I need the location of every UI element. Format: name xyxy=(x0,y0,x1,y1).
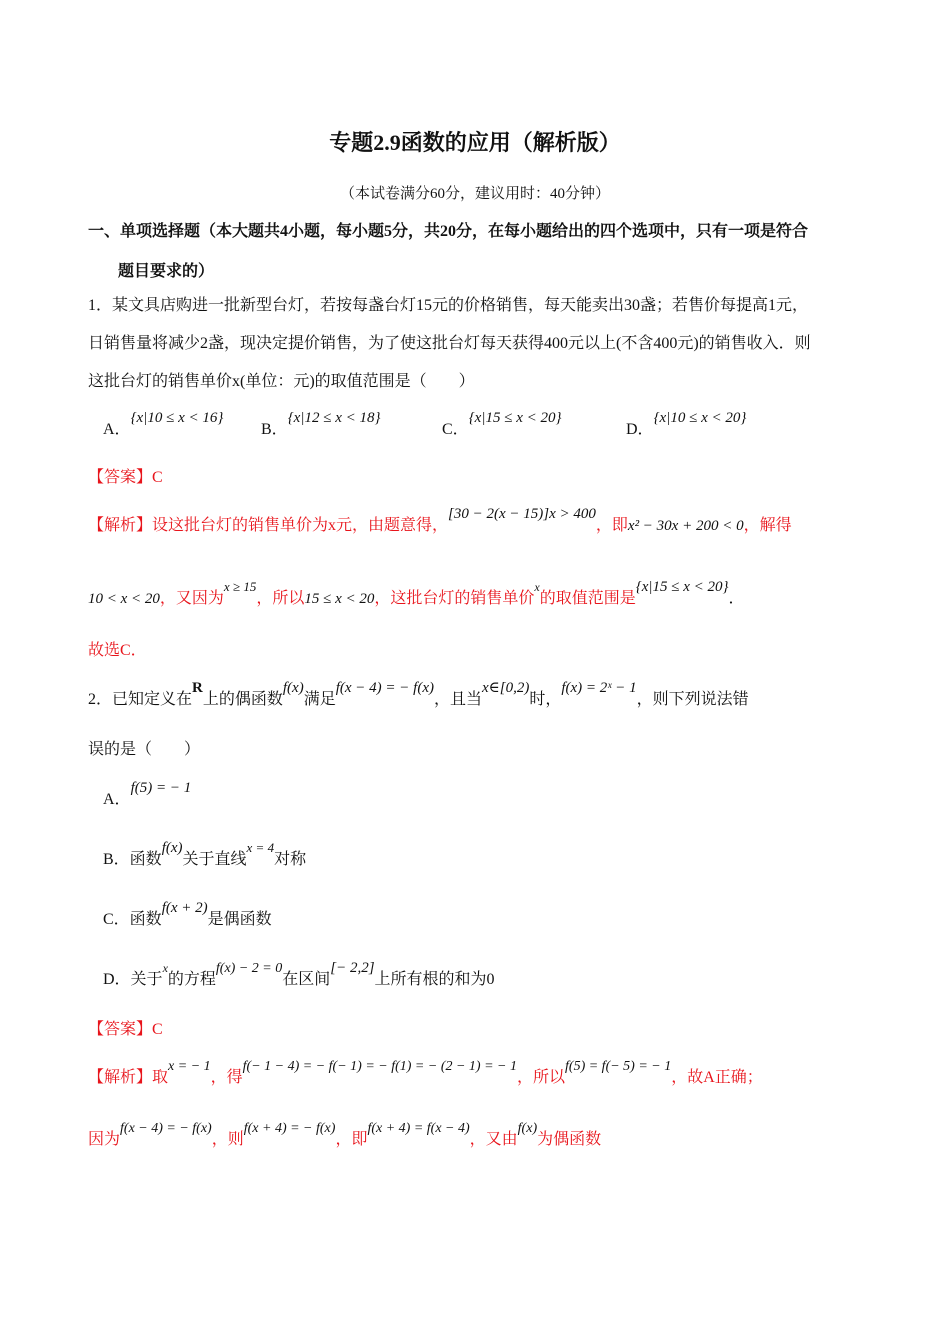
q1-stem-line2: 日销售量将减少2盏，现决定提价销售，为了使这批台灯每天获得400元以上(不含400元)的销售收入．则 xyxy=(88,335,811,352)
q1-analysis-line1 xyxy=(88,506,792,535)
stem-text: 上的偶函数 xyxy=(202,691,283,708)
analysis-text: ，则 xyxy=(211,1131,244,1148)
option-expr: x = 4 xyxy=(246,840,275,855)
math-fx: f(x) xyxy=(517,1121,538,1136)
q1-stem-line3: 这批台灯的销售单价x(单位：元)的取值范围是（ ） xyxy=(88,373,475,390)
stem-text: 2．已知定义在 xyxy=(88,691,193,708)
analysis-text: 为偶函数 xyxy=(537,1131,602,1148)
reals-symbol: R xyxy=(192,680,203,696)
analysis-text: ，故A正确； xyxy=(671,1069,763,1086)
option-expr: f(x) − 2 = 0 xyxy=(215,961,283,976)
math-result: f(5) = f(− 5) = − 1 xyxy=(565,1059,672,1074)
math-set: {x|15 ≤ x < 20} xyxy=(635,579,729,595)
math-range: 10 < x < 20 xyxy=(88,591,160,607)
math-computation: f(− 1 − 4) = − f(− 1) = − f(1) = − (2 − 1) = − 1 xyxy=(242,1059,517,1074)
stem-text: ，且当 xyxy=(433,691,482,708)
math-quadratic: x² − 30x + 200 < 0 xyxy=(627,518,744,534)
analysis-tag: 【解析】 xyxy=(88,1069,153,1086)
analysis-text: 设这批台灯的销售单价为x元，由题意得， xyxy=(152,517,449,534)
stem-text: 满足 xyxy=(303,691,336,708)
option-label: A． xyxy=(103,421,131,438)
option-expr: f(5) = − 1 xyxy=(130,780,192,796)
option-text: 在区间 xyxy=(282,971,331,988)
option-interval: [− 2,2] xyxy=(330,960,375,976)
option-label: A． xyxy=(103,791,131,808)
section-heading-cont: 题目要求的） xyxy=(118,263,215,280)
analysis-text: ，所以 xyxy=(256,590,305,607)
math-condition: f(x − 4) = − f(x) xyxy=(335,680,434,696)
math-step: f(x + 4) = − f(x) xyxy=(243,1121,336,1136)
analysis-text: ，所以 xyxy=(517,1069,566,1086)
option-expr: f(x + 2) xyxy=(161,900,208,916)
math-inequality: [30 − 2(x − 15)]x > 400 xyxy=(448,506,596,522)
q1-answer xyxy=(88,464,163,487)
q1-option-c[interactable] xyxy=(442,410,562,439)
option-text: 的方程 xyxy=(167,971,216,988)
option-text: 上所有根的和为0 xyxy=(374,971,495,988)
q1-stem-line1: 1．某文具店购进一批新型台灯，若按每盏台灯15元的价格销售，每天能卖出30盏；若售价每提高1元， xyxy=(88,297,809,314)
stem-text: 时， xyxy=(529,691,562,708)
option-expr: {x|10 ≤ x < 20} xyxy=(653,410,747,426)
math-given: f(x − 4) = − f(x) xyxy=(120,1121,212,1136)
q2-option-d[interactable] xyxy=(103,960,495,989)
math-domain: x∈[0,2) xyxy=(481,680,530,696)
option-text: 是偶函数 xyxy=(207,911,272,928)
analysis-text: ，解得 xyxy=(743,517,792,534)
math-fx: f(x) xyxy=(282,680,304,696)
answer-value: C xyxy=(152,1021,163,1038)
option-var: x xyxy=(162,961,168,975)
math-definition: f(x) = 2ˣ − 1 xyxy=(561,680,637,696)
q2-stem-line2: 误的是（ ） xyxy=(88,741,201,758)
page-title: 专题2.9函数的应用（解析版） xyxy=(329,130,621,155)
q1-option-a[interactable] xyxy=(103,410,224,439)
q1-analysis-line2 xyxy=(88,579,745,608)
math-var: x xyxy=(534,580,540,594)
q1-option-b[interactable] xyxy=(261,410,381,439)
math-step: f(x + 4) = f(x − 4) xyxy=(367,1121,470,1136)
option-text: 对称 xyxy=(274,851,307,868)
answer-value: C xyxy=(152,469,163,486)
analysis-text: 的取值范围是 xyxy=(539,590,636,607)
option-label: D．关于 xyxy=(103,971,163,988)
answer-tag: 【答案】 xyxy=(88,1021,153,1038)
math-condition: x ≥ 15 xyxy=(223,579,257,594)
analysis-text: 取 xyxy=(152,1069,169,1086)
page-subtitle: （本试卷满分60分，建议用时：40分钟） xyxy=(339,186,610,202)
q2-option-b[interactable] xyxy=(103,840,307,869)
q2-option-a[interactable] xyxy=(103,780,192,809)
analysis-text: ，这批台灯的销售单价 xyxy=(374,590,535,607)
q1-option-d[interactable] xyxy=(626,410,747,439)
analysis-tag: 【解析】 xyxy=(88,517,153,534)
option-label: B． xyxy=(261,421,288,438)
math-substitution: x = − 1 xyxy=(168,1059,211,1074)
option-label: B．函数 xyxy=(103,851,162,868)
option-label: D． xyxy=(626,421,654,438)
q2-answer xyxy=(88,1016,163,1039)
q1-conclusion: 故选C． xyxy=(88,642,147,659)
q2-analysis-line1 xyxy=(88,1059,763,1087)
period: ． xyxy=(728,590,745,607)
analysis-text: ，又由 xyxy=(469,1131,518,1148)
answer-tag: 【答案】 xyxy=(88,469,153,486)
option-expr: {x|15 ≤ x < 20} xyxy=(468,410,562,426)
analysis-text: ，即 xyxy=(335,1131,368,1148)
option-text: 关于直线 xyxy=(182,851,247,868)
analysis-text: ，得 xyxy=(210,1069,243,1086)
q2-analysis-line2 xyxy=(88,1121,602,1149)
analysis-text: 因为 xyxy=(88,1131,121,1148)
section-heading: 一、单项选择题（本大题共4小题，每小题5分，共20分，在每小题给出的四个选项中，只有一项是符合 xyxy=(88,223,809,240)
option-expr: {x|10 ≤ x < 16} xyxy=(130,410,224,426)
q2-stem-line1 xyxy=(88,680,749,709)
option-expr: {x|12 ≤ x < 18} xyxy=(287,410,381,426)
math-result: 15 ≤ x < 20 xyxy=(304,591,375,607)
q2-option-c[interactable] xyxy=(103,900,272,929)
option-label: C． xyxy=(442,421,469,438)
analysis-text: ，又因为 xyxy=(159,590,224,607)
option-label: C．函数 xyxy=(103,911,162,928)
option-expr: f(x) xyxy=(161,840,183,856)
stem-text: ，则下列说法错 xyxy=(636,691,749,708)
analysis-text: ，即 xyxy=(595,517,628,534)
